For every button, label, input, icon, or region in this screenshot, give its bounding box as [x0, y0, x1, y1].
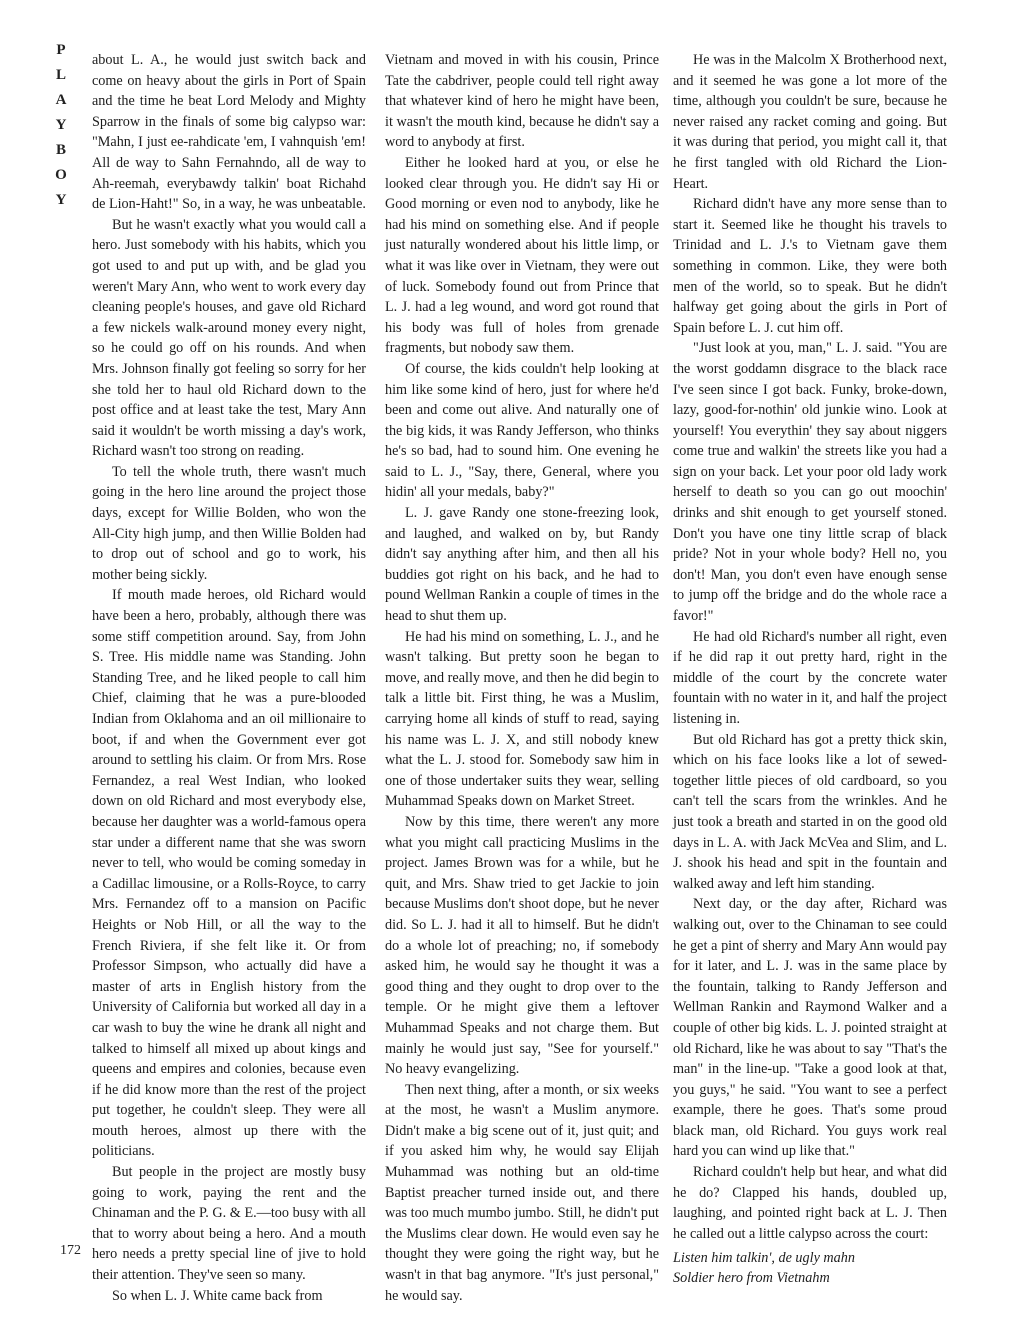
paragraph: Now by this time, there weren't any more what you might call practicing Muslims in the project. James Brown was for a while, but he quit, and Mrs. Shaw tried to get Jackie to join because Muslims don't shoot dope, but he never did. So L. J. had it all to himself. But he didn't do a whole lot of preaching; no, if somebody asked him, he would say he thought it was a good thing and they ought to drop over to the temple. Or he might give them a leftover Muhammad Speaks and not charge them. But mainly he would just say, "See for yourself." No heavy evangelizing. [385, 813, 659, 1078]
calypso-verse-line: Listen him talkin', de ugly mahn [673, 1250, 855, 1267]
masthead-letter: Y [55, 117, 67, 133]
paragraph: Either he looked hard at you, or else he looked clear through you. He didn't say Hi or Good morning or even nod to anybody, like he had his mind on something else. And if people just naturally wondered about his little limp, or what it was like over in Vietnam, they were out of luck. Somebody found out from Prince that L. J. had a leg wound, and word got round that his body was full of holes from grenade fragments, but nobody saw them. [385, 154, 659, 357]
masthead-letter: L [55, 67, 66, 83]
paragraph: Then next thing, after a month, or six weeks at the most, he wasn't a Muslim anymore. Didn't make a big scene out of it, just quit; and if you asked him why, he would say Elijah Muhammad was nothing but an old-time Baptist preacher turned inside out, and there was too much mumbo jumbo. Still, he didn't put the Muslims clear down. He would even say he thought they were going the right way, but he wasn't in that bag anymore. "It's just personal," he would say. [385, 1081, 659, 1304]
paragraph: But he wasn't exactly what you would call a hero. Just somebody with his habits, which you got used to and put up with, and be glad you weren't Mary Ann, who went to work every day cleaning people's houses, and gave old Richard a few nickels walk-around money every night, so he could go off on his rounds. And when Mrs. Johnson finally got feeling so sorry for her she told her to haul old Richard down to the post office and at least take the test, Mary Ann said it wouldn't be worth missing a day's work, Richard wasn't too strong on reading. [92, 216, 366, 460]
paragraph: He had his mind on something, L. J., and he wasn't talking. But pretty soon he began to move, and really move, and then he did begin to talk a little bit. First thing, he was a Muslim, carrying home all kinds of stuff to read, saying his name was L. J. X, and still nobody knew what the L. J. stood for. Somebody saw him in one of those undertaker suits they wear, selling Muhammad Speaks down on Market Street. [385, 628, 659, 810]
calypso-verse-line: Soldier hero from Vietnahm [673, 1270, 830, 1287]
text-column-1 [92, 50, 366, 1306]
paragraph: about L. A., he would just switch back and come on heavy about the girls in Port of Spain and the time he beat Lord Melody and Mighty Sparrow in the finals of some big calypso war: "Mahn, I just ee-rahdicate 'em, I vahnquish 'em! All de way to Sahn Fernahndo, all de way to Ah-reemah, everybawdy talkin' boat Richahd de Lion-Haht!" So, in a way, he was unbeatable. [92, 52, 366, 213]
paragraph: But old Richard has got a pretty thick skin, which on his face looks like a lot of sewed-together little pieces of old cardboard, so you can't tell the scars from the wrinkles. And he just took a breath and started in on the good old days in L. A. with Jack McVea and Slim, and L. J. shook his head and spit in the fountain and walked away and left him standing. [673, 731, 947, 892]
paragraph: Next day, or the day after, Richard was walking out, over to the Chinaman to see could he get a pint of sherry and Mary Ann would pay for it later, and L. J. was in the same place by the fountain, talking to Randy Jefferson and Wellman Rankin and Raymond Walker and a couple of other big kids. L. J. pointed straight at old Richard, like he was about to say "That's the man" in the line-up. "Take a good look at that, you guys," he said. "You want to see a perfect example, there he goes. That's some proud black man, old Richard. You guys work real hard you can wind up like that." [673, 896, 947, 1160]
masthead-letter: Y [55, 192, 67, 208]
paragraph: Richard couldn't help but hear, and what did he do? Clapped his hands, doubled up, laughing, and pointed right back at L. J. Then he called out a little calypso across the court: [673, 1164, 947, 1242]
masthead-letter: A [55, 92, 67, 108]
paragraph: He had old Richard's number all right, even if he did rap it out pretty hard, right in the middle of the court by the concrete water fountain with no water in it, and half the project listening in. [673, 628, 947, 727]
paragraph: Richard didn't have any more sense than to start it. Seemed like he thought his travels to Trinidad and L. J.'s to Vietnam gave them something in common. Like, they were both men of the world, so to speak. But he didn't halfway get going about the girls in Port of Spain before L. J. cut him off. [673, 196, 947, 336]
paragraph: So when L. J. White came back from [112, 1287, 323, 1304]
paragraph: He was in the Malcolm X Brotherhood next, and it seemed he was gone a lot more of the time, although you couldn't be sure, because he never raised any racket coming and going. But it was during that period, you might call it, that he first tangled with old Richard the Lion-Heart. [673, 52, 947, 192]
paragraph: "Just look at you, man," L. J. said. "You are the worst goddamn disgrace to the black race I've seen since I got back. Funky, broke-down, lazy, good-for-nothin' old junkie wino. Look at yourself! You everythin' they say about niggers come true and walkin' the streets like you had a sign on your back. Let your poor old lady work herself to death so you can go out moochin' drinks and shit enough to get yourself stoned. Don't you have one tiny little scrap of black pride? Not in your whole body? Hell no, you don't! Man, you don't even have enough sense to jump off the bridge and do the whole race a favor!" [673, 340, 947, 625]
paragraph: If mouth made heroes, old Richard would have been a hero, probably, although there was some stiff competition around. Say, from John S. Tree. His middle name was Standing. John Standing Tree, and he liked people to call him Chief, claiming that he was a pure-blooded Indian from Oklahoma and an oil millionaire to boot, if and when the Government ever got around to settling his claim. Or from Mrs. Rose Fernandez, a real West Indian, who looked down on old Richard and most everybody else, because her daughter was a world-famous opera star under a different name that she was sworn never to tell, who would be coming someday in a Cadillac limousine, or a Rolls-Royce, to carry Mrs. Fernandez off to a mansion on Pacific Heights or Nob Hill, or all the way to the French Riviera, if she felt like it. Or from Professor Simpson, who actually did have a master of arts in English history from the University of California but worked all day in a car wash to buy the wine he drank all night and talked to himself all mixed up about kings and queens and empires and colonies, because even if he did know more than the rest of the project put together, he couldn't sleep. They were all mouth heroes, almost up there with the politicians. [92, 587, 366, 1160]
masthead-letter: O [55, 167, 67, 183]
page-number: 172 [60, 1243, 81, 1258]
text-column-2 [385, 50, 659, 1306]
paragraph: But people in the project are mostly busy going to work, paying the rent and the Chinaman and the P. G. & E.—too busy with all that to worry about being a hero. And a mouth hero needs a pretty special line of jive to hold their attention. They've seen so many. [92, 1164, 366, 1284]
paragraph: Vietnam and moved in with his cousin, Prince Tate the cabdriver, people could tell right away that whatever kind of hero he might have been, it wasn't the mouth kind, because he didn't say a word to anybody at first. [385, 52, 659, 151]
masthead-letter: P [56, 42, 66, 58]
paragraph: To tell the whole truth, there wasn't much going in the hero line around the project those days, except for Willie Bolden, who won the All-City high jump, and then Willie Bolden had to drop out of school and go to work, his mother being sickly. [92, 463, 366, 583]
masthead-letter: B [55, 142, 66, 158]
paragraph: Of course, the kids couldn't help looking at him like some kind of hero, just for where he'd been and come out alive. And naturally one of the big kids, it was Randy Jefferson, who thinks he's so bad, had to sound him. One evening he said to L. J., "Say, there, General, where you hidin' all your medals, baby?" [385, 360, 659, 501]
text-column-3 [673, 50, 947, 1288]
paragraph: L. J. gave Randy one stone-freezing look, and laughed, and walked on by, but Randy didn't say anything after him, and then all his buddies got right on his back, and he had to pound Wellman Rankin a couple of times in the head to shut them up. [385, 505, 659, 625]
magazine-masthead [52, 38, 70, 213]
